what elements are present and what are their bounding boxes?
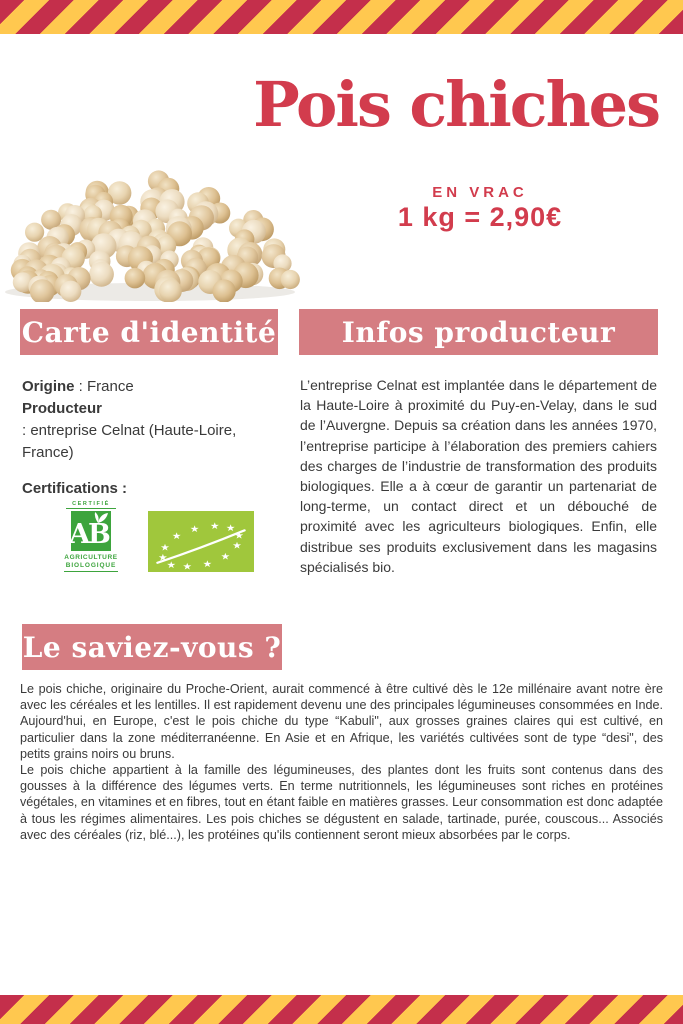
section-header-did-you-know-label: Le saviez-vous ? — [22, 630, 282, 664]
origin-label: Origine — [22, 378, 75, 395]
section-header-identity-label: Carte d'identité — [21, 315, 277, 349]
section-header-did-you-know — [22, 624, 282, 670]
section-header-producer — [299, 309, 658, 355]
striped-border-bottom-icon — [0, 995, 683, 1024]
identity-details — [22, 376, 240, 500]
eu-organic-leaf-logo — [148, 511, 254, 572]
producer-paragraph: L’entreprise Celnat est implantée dans le département de la Haute-Loire à proximité du Puy-en-Velay, dans le sud de l’Auvergne. Depuis sa création dans les années 1970, l’entreprise participe à l’élaboration des premiers cahiers des charges de l’industrie de transformation des produits biologiques. Elle a à cœur de garantir un partenariat de long-terme, un contact direct et un débouché de proximité avec les agriculteurs biologiques. Enfin, elle distribue ses produits exclusivement dans les magasins spécialisés bio. — [300, 377, 657, 575]
product-title: Pois chiches — [253, 68, 659, 141]
price-value: 1 kg = 2,90€ — [397, 202, 563, 232]
ab-certified-label: CERTIFIÉ — [66, 501, 116, 509]
did-you-know-paragraph-2: Le pois chiche appartient à la famille des légumineuses, des plantes dont les fruits sont contenus dans des gousses à la différence des légumes verts. En terme nutritionnels, les légumineuses sont riches en protéines végétales, en vitamines et en fibres, tout en étant faible en matières grasses. Leur consommation est donc adaptée à tous les régimes alimentaires. Les pois chiches se dégustent en salade, tartinade, purée, couscous... Associés avec des céréales (riz, blé...), les protéines qu'ils contiennent seront mieux absorbées par le corps. — [20, 763, 663, 842]
svg-text:★: ★ — [234, 530, 244, 542]
eu-leaf-stars-icon — [148, 511, 254, 572]
did-you-know-paragraph-1: Le pois chiche, originaire du Proche-Orient, aurait commencé à être cultivé dès le 12e millénaire avant notre ère avec les céréales et les lentilles. Il est rapidement devenu une des principales légumineuses consommées en Inde. Aujourd'hui, en Europe, c'est le pois chiche du type “Kabuli", aux grosses graines claires qui est cultivé, en particulier dans la zone méditerranéenne. En Asie et en Afrique, les variétés cultivées sont de type “desi", des petits grains noirs ou bruns. — [20, 682, 663, 761]
did-you-know-text — [20, 681, 663, 843]
certifications-label: Certifications : — [22, 480, 128, 497]
svg-text:★: ★ — [210, 521, 220, 532]
producer-value: : entreprise Celnat (Haute-Loire, France) — [22, 422, 237, 461]
svg-text:★: ★ — [166, 560, 177, 571]
producer-label: Producteur — [22, 400, 103, 417]
ab-agriculture-label: AGRICULTURE — [64, 554, 118, 561]
svg-text:★: ★ — [160, 542, 170, 554]
bulk-label: EN VRAC — [432, 184, 528, 201]
svg-text:★: ★ — [220, 552, 231, 563]
svg-text:★: ★ — [232, 540, 242, 552]
section-header-producer-label: Infos producteur — [341, 315, 616, 349]
svg-text:★: ★ — [171, 531, 182, 542]
svg-text:★: ★ — [225, 523, 236, 534]
ab-certification-logo — [62, 501, 120, 572]
svg-text:★: ★ — [189, 524, 200, 535]
origin-line — [22, 376, 240, 398]
svg-text:★: ★ — [158, 553, 168, 564]
ab-logo-icon — [71, 511, 111, 551]
ab-letters: AB — [71, 519, 109, 550]
chickpeas-illustration — [0, 140, 300, 302]
svg-text:★: ★ — [202, 559, 213, 570]
striped-border-top-icon — [0, 0, 683, 34]
section-header-identity — [20, 309, 278, 355]
origin-value: : France — [74, 378, 134, 395]
svg-text:★: ★ — [182, 562, 192, 572]
chickpeas-photo — [0, 140, 300, 302]
ab-biologique-label: BIOLOGIQUE — [64, 562, 118, 572]
